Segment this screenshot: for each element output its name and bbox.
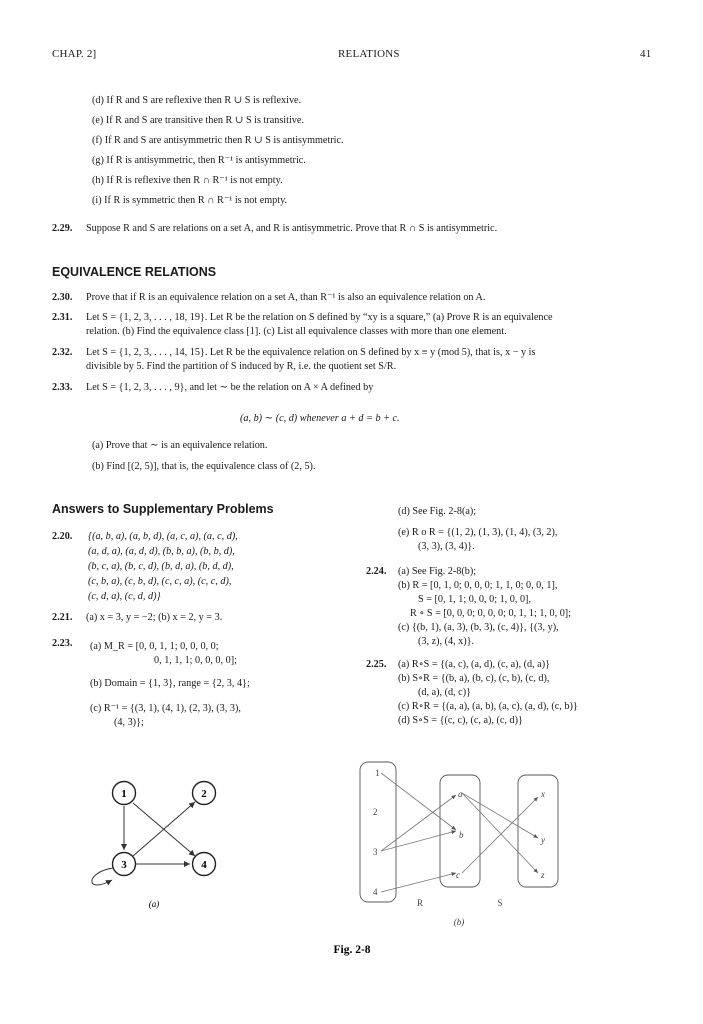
label-R: R [416,898,424,908]
arrow-a-y [462,793,538,838]
answer-line: (a) R∘S = {(a, c), (a, d), (c, a), (d, a)} [398,659,551,670]
section-heading: EQUIVALENCE RELATIONS [52,265,217,279]
display-equation: (a, b) ∼ (c, d) whenever a + d = b + c. [240,413,400,424]
problem-number: 2.29. [52,223,73,234]
page-running-title: RELATIONS [338,48,400,60]
node-c: c [456,870,460,880]
problem-text: relation. (b) Find the equivalence class [1]. (c) List all equivalence classes with more than one element. [86,326,507,337]
answer-line: (a) x = 3, y = −2; (b) x = 2, y = 3. [86,612,223,623]
answer-line: (a) M_R = [0, 0, 1, 1; 0, 0, 0, 0; [90,641,219,652]
figure-caption: Fig. 2-8 [333,944,371,956]
problem-text: Suppose R and S are relations on a set A, and R is antisymmetric. Prove that R ∩ S is antisymmetric. [86,223,498,234]
answer-line: R ∘ S = [0, 0, 0; 0, 0, 0; 0, 1, 1; 1, 0, 0]; [410,608,572,619]
answer-line: (c, b, a), (c, b, d), (c, c, a), (c, c, d), [88,576,232,587]
arrow-4-c [381,873,456,892]
answer-line: (d) S∘S = {(c, c), (c, a), (c, d)} [398,715,523,726]
answer-line: 0, 1, 1, 1; 0, 0, 0, 0]; [154,655,237,666]
item-e: (e) If R and S are transitive then R ∪ S is transitive. [92,115,304,126]
problem-number: 2.31. [52,312,73,323]
arrow-3-a [381,795,456,851]
arrow-3-b [381,831,456,851]
subitem-b: (b) Find [(2, 5)], that is, the equivalence class of (2, 5). [92,461,316,472]
arrow-c-x [462,797,538,873]
loop-3 [92,868,113,885]
node-a: a [458,789,463,799]
item-g: (g) If R is antisymmetric, then R⁻¹ is antisymmetric. [92,155,306,166]
answer-line: (b) Domain = {1, 3}, range = {2, 3, 4}; [90,678,250,689]
node-1: 1 [375,768,380,778]
graph-a [92,782,216,910]
item-i: (i) If R is symmetric then R ∩ R⁻¹ is not empty. [92,195,288,206]
page-number: 41 [640,48,652,60]
node-2: 2 [373,807,378,817]
answer-number: 2.21. [52,612,73,623]
figure-2-8 [0,740,703,970]
set-box-right [518,775,558,887]
node-4-label: 4 [201,859,207,871]
node-2-label: 2 [201,788,207,800]
answer-line: (d) See Fig. 2-8(a); [398,506,477,517]
answer-number: 2.25. [366,659,387,670]
problem-text: Let S = {1, 2, 3, . . . , 14, 15}. Let R be the equivalence relation on S defined by x ≡ y (mod 5), that is, x − y is [86,347,536,358]
node-1-label: 1 [121,788,127,800]
answer-line: (a, d, a), (a, d, d), (b, b, a), (b, b, d), [88,546,235,557]
node-x: x [541,789,545,799]
answer-number: 2.24. [366,566,387,577]
answer-line: (b) S∘R = {(b, a), (b, c), (c, b), (c, d), [398,673,550,684]
figure-b-caption: (b) [453,917,465,927]
item-d: (d) If R and S are reflexive then R ∪ S is reflexive. [92,95,302,106]
answer-line: (3, 3), (3, 4)}. [418,541,475,552]
problem-number: 2.30. [52,292,73,303]
problem-number: 2.32. [52,347,73,358]
problem-number: 2.33. [52,382,73,393]
answer-line: (b) R = [0, 1, 0; 0, 0, 0; 1, 1, 0; 0, 0, 1], [398,580,558,591]
node-3: 3 [373,847,378,857]
subitem-a: (a) Prove that ∼ is an equivalence relation. [92,440,268,451]
answer-line: (a) See Fig. 2-8(b); [398,566,477,577]
problem-text: Let S = {1, 2, 3, . . . , 9}, and let ∼ be the relation on A × A defined by [86,382,374,393]
answer-line: (c) R∘R = {(a, a), (a, b), (a, c), (a, d), (c, b)} [398,701,578,712]
node-y: y [541,835,545,845]
node-3-label: 3 [121,859,127,871]
answer-line: (c, d, a), (c, d, d)} [88,591,161,602]
answer-line: S = [0, 1, 1; 0, 0, 0; 1, 0, 0], [418,594,531,605]
figure-a-caption: (a) [148,899,160,909]
node-b: b [459,830,464,840]
answer-line: (3, z), (4, x)}. [418,636,475,647]
answers-heading: Answers to Supplementary Problems [52,502,274,516]
arrow-a-z [462,793,538,873]
problem-text: Prove that if R is an equivalence relation on a set A, than R⁻¹ is also an equivalence relation on A. [86,292,486,303]
answer-line: (b, c, a), (b, c, d), (b, d, a), (b, d, d), [88,561,234,572]
graph-b [360,762,558,927]
answer-number: 2.20. [52,531,73,542]
answer-number: 2.23. [52,638,73,649]
label-S: S [497,898,503,908]
item-f: (f) If R and S are antisymmetric then R ∪ S is antisymmetric. [92,135,344,146]
answer-line: (4, 3)}; [114,717,144,728]
item-h: (h) If R is reflexive then R ∩ R⁻¹ is not empty. [92,175,283,186]
problem-text: Let S = {1, 2, 3, . . . , 18, 19}. Let R be the relation on S defined by “xy is a square,” (a) Prove R is an equivalence [86,312,553,323]
answer-line: (d, a), (d, c)} [418,687,471,698]
answer-line: (e) R o R = {(1, 2), (1, 3), (1, 4), (3, 2), [398,527,558,538]
node-z: z [541,870,545,880]
answer-line: (c) R⁻¹ = {(3, 1), (4, 1), (2, 3), (3, 3), [90,703,241,714]
set-box-left [360,762,396,902]
answer-line: (c) {(b, 1), (a, 3), (b, 3), (c, 4)}, {(3, y), [398,622,559,633]
node-4: 4 [373,887,378,897]
arrow-1-b [381,773,456,830]
problem-text: divisible by 5. Find the partition of S induced by R, i.e. the quotient set S/R. [86,361,397,372]
answer-line: {(a, b, a), (a, b, d), (a, c, a), (a, c, d), [88,531,238,542]
chapter-label: CHAP. 2] [52,48,97,60]
